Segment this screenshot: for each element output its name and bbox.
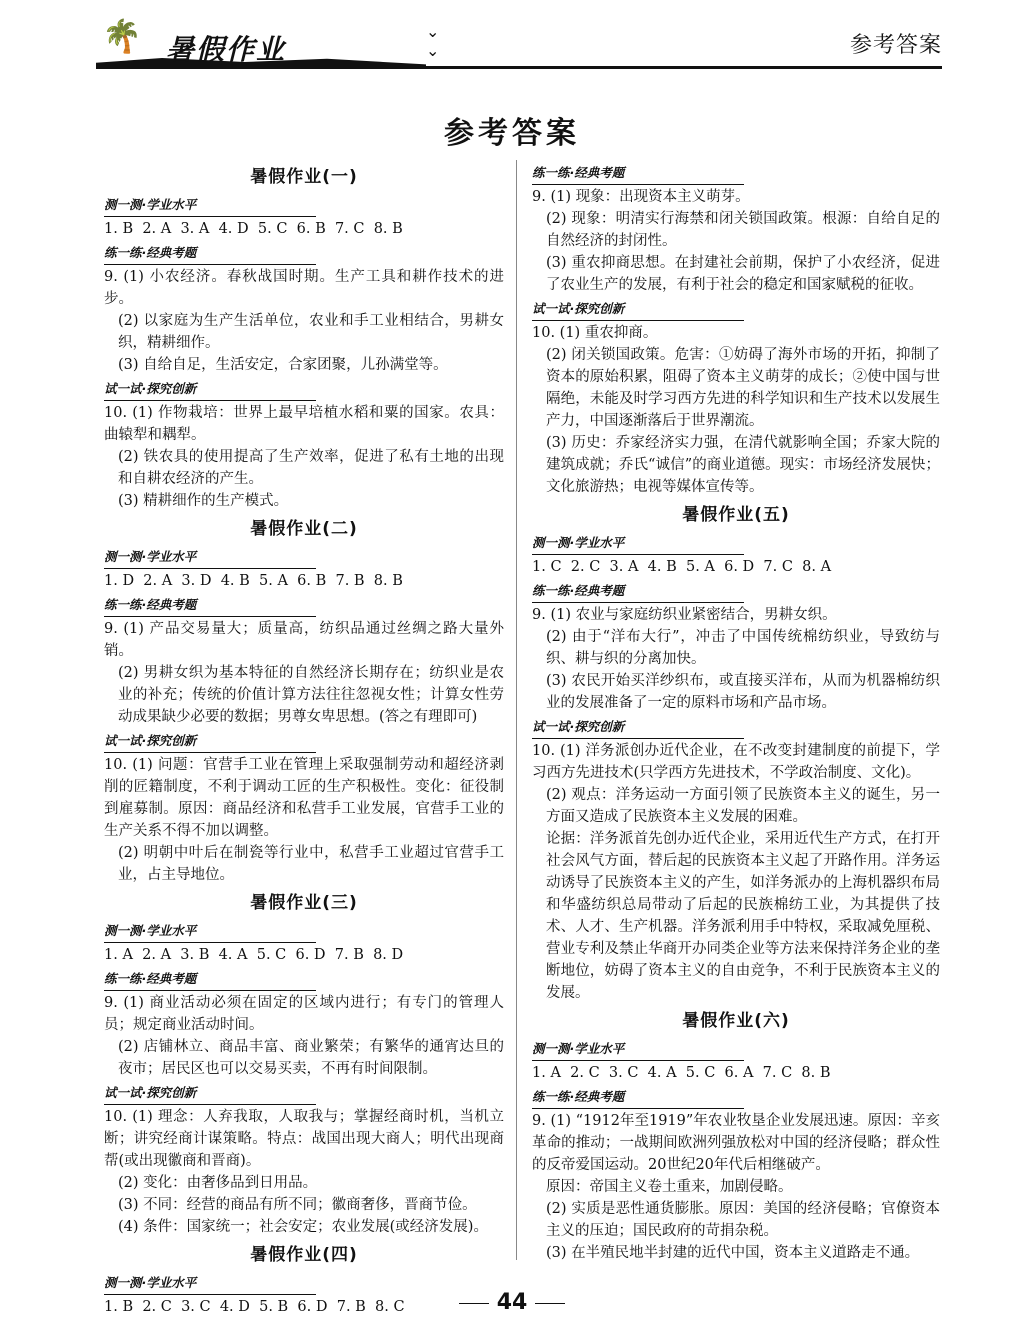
answer-line: (2) 变化：由奢侈品到日用品。	[118, 1175, 318, 1191]
page-header	[96, 14, 942, 70]
subsection-label: 试一试·探究创新	[532, 298, 744, 321]
page-number	[0, 1290, 1024, 1315]
answer-line: 10. (1) 重农抑商。	[532, 325, 658, 341]
birds-icon: ⌄ ⌄	[426, 22, 446, 60]
answer-line: (3) 精耕细作的生产模式。	[118, 493, 289, 509]
subsection-label: 测一测·学业水平	[104, 1272, 316, 1295]
answer-line: (2) 现象：明清实行海禁和闭关锁国政策。根源：自给自足的自然经济的封闭性。	[546, 211, 940, 249]
answer-line: (2) 明朝中叶后在制瓷等行业中，私营手工业超过官营手工业，占主导地位。	[118, 845, 504, 883]
subsection-label: 练一练·经典考题	[104, 594, 316, 617]
right-column	[532, 160, 940, 1264]
section-title: 暑假作业(一)	[250, 167, 358, 187]
answer-line: 9. (1) 商业活动必须在固定的区域内进行；有专门的管理人员；规定商业活动时间。	[104, 995, 504, 1033]
subsection-label: 试一试·探究创新	[104, 1082, 316, 1105]
answer-line: (3) 历史：乔家经济实力强，在清代就影响全国；乔家大院的建筑成就；乔氏“诚信”的商业道德。现实：市场经济发展快；文化旅游热；电视等媒体宣传等。	[546, 435, 940, 495]
section-title: 暑假作业(四)	[250, 1245, 358, 1265]
answer-line: 10. (1) 作物栽培：世界上最早培植水稻和粟的国家。农具：曲辕犁和耦犁。	[104, 405, 504, 443]
subsection-label: 试一试·探究创新	[104, 378, 316, 401]
answer-line: (2) 实质是恶性通货膨胀。原因：美国的经济侵略；官僚资本主义的压迫；国民政府的苛捐杂税。	[546, 1201, 940, 1239]
answer-line: 9. (1) “1912年至1919”年农业牧垦企业发展迅速。原因：辛亥革命的推动；一战期间欧洲列强放松对中国的经济侵略；群众性的反帝爱国运动。20世纪20年代后相继破产。	[532, 1113, 940, 1173]
column-divider	[516, 160, 517, 1260]
subsection-label: 测一测·学业水平	[104, 920, 316, 943]
logo-text: 暑假作业	[166, 33, 287, 66]
subsection-label: 练一练·经典考题	[532, 1086, 744, 1109]
subsection-label: 练一练·经典考题	[104, 242, 316, 265]
subsection-label: 测一测·学业水平	[532, 532, 744, 555]
answer-line: 1. A 2. C 3. C 4. A 5. C 6. A 7. C 8. B	[532, 1065, 831, 1081]
subsection-label: 练一练·经典考题	[104, 968, 316, 991]
answer-line: 1. C 2. C 3. A 4. B 5. A 6. D 7. C 8. A	[532, 559, 832, 575]
answer-line: 10. (1) 洋务派创办近代企业，在不改变封建制度的前提下，学习西方先进技术(只学西方先进技术，不学政治制度、文化)。	[532, 743, 940, 781]
answer-line: (2) 由于“洋布大行”，冲击了中国传统棉纺织业，导致纺与织、耕与织的分离加快。	[546, 629, 940, 667]
answer-line: 原因：帝国主义卷土重来，加剧侵略。	[546, 1179, 793, 1195]
answer-line: 1. B 2. A 3. A 4. D 5. C 6. B 7. C 8. B	[104, 221, 403, 237]
subsection-label: 测一测·学业水平	[532, 1038, 744, 1061]
answer-line: (3) 在半殖民地半封建的近代中国，资本主义道路走不通。	[546, 1245, 920, 1261]
section-title: 暑假作业(五)	[682, 505, 790, 525]
answer-line: (3) 农民开始买洋纱织布，或直接买洋布，从而为机器棉纺织业的发展准备了一定的原料市场和产品市场。	[546, 673, 940, 711]
answer-line: (2) 男耕女织为基本特征的自然经济长期存在；纺织业是农业的补充；传统的价值计算方法往往忽视女性；计算女性劳动成果缺少必要的数据；男尊女卑思想。(答之有理即可)	[118, 665, 504, 725]
subsection-label: 测一测·学业水平	[104, 546, 316, 569]
answer-line: 9. (1) 产品交易量大；质量高，纺织品通过丝绸之路大量外销。	[104, 621, 504, 659]
subsection-label: 测一测·学业水平	[104, 194, 316, 217]
section-title: 暑假作业(三)	[250, 893, 358, 913]
section-title: 暑假作业(六)	[682, 1011, 790, 1031]
section-title: 暑假作业(二)	[250, 519, 358, 539]
answer-line: 9. (1) 现象：出现资本主义萌芽。	[532, 189, 750, 205]
answer-line: (2) 闭关锁国政策。危害：①妨碍了海外市场的开拓，抑制了资本的原始积累，阻碍了资本主义萌芽的成长；②使中国与世隔绝，未能及时学习西方先进的科学知识和生产技术以发展生产力，中国逐渐落后于世界潮流。	[546, 347, 940, 429]
answer-line: 1. D 2. A 3. D 4. B 5. A 6. B 7. B 8. B	[104, 573, 403, 589]
header-section-label: 参考答案	[849, 33, 942, 58]
subsection-label: 试一试·探究创新	[532, 716, 744, 739]
palm-tree-icon: 🌴	[102, 17, 142, 55]
answer-line: (2) 店铺林立、商品丰富、商业繁荣；有繁华的通宵达旦的夜市；居民区也可以交易买卖，不再有时间限制。	[118, 1039, 504, 1077]
page-number-dash	[459, 1303, 489, 1304]
answer-line: 9. (1) 小农经济。春秋战国时期。生产工具和耕作技术的进步。	[104, 269, 504, 307]
subsection-label: 练一练·经典考题	[532, 580, 744, 603]
answer-line: (3) 自给自足，生活安定，合家团聚，儿孙满堂等。	[118, 357, 448, 373]
answer-line: 1. A 2. A 3. B 4. A 5. C 6. D 7. B 8. D	[104, 947, 404, 963]
answer-line: (4) 条件：国家统一；社会安定；农业发展(或经济发展)。	[118, 1219, 488, 1235]
page-number-value: 44	[496, 1290, 528, 1315]
answer-line: (2) 铁农具的使用提高了生产效率，促进了私有土地的出现和自耕农经济的产生。	[118, 449, 504, 487]
page-title: 参考答案	[444, 116, 580, 151]
answer-line: 9. (1) 农业与家庭纺织业紧密结合，男耕女织。	[532, 607, 837, 623]
answer-line: (3) 不同：经营的商品有所不同；徽商奢侈，晋商节俭。	[118, 1197, 477, 1213]
answer-line: 1. B 2. C 3. C 4. D 5. B 6. D 7. B 8. C	[104, 1299, 405, 1315]
series-logo	[96, 17, 446, 66]
answer-line: (3) 重农抑商思想。在封建社会前期，保护了小农经济，促进了农业生产的发展，有利于社会的稳定和国家赋税的征收。	[546, 255, 940, 293]
header-rule	[96, 66, 942, 69]
answer-line: 10. (1) 理念：人弃我取，人取我与；掌握经商时机，当机立断；讲究经商计谋策略。特点：战国出现大商人；明代出现商帮(或出现徽商和晋商)。	[104, 1109, 504, 1169]
answer-line: 10. (1) 问题：官营手工业在管理上采取强制劳动和超经济剥削的匠籍制度，不利于调动工匠的生产积极性。变化：征役制到雇募制。原因：商品经济和私营手工业发展，官营手工业的生产关系不得不加以调整。	[104, 757, 504, 839]
page-number-dash	[535, 1303, 565, 1304]
answer-line: 论据：洋务派首先创办近代企业，采用近代生产方式，在打开社会风气方面，替后起的民族资本主义起了开路作用。洋务运动诱导了民族资本主义的产生，如洋务派办的上海机器织布局和华盛纺织总局带动了后起的民族棉纺工业，为其提供了技术、人才、生产机器。洋务派利用手中特权，采取减免厘税、营业专利及禁止华商开办同类企业等方法来保持洋务企业的垄断地位，妨碍了资本主义的自由竞争，不利于民族资本主义的发展。	[546, 831, 940, 1001]
left-column	[104, 160, 504, 1318]
answer-line: (2) 观点：洋务运动一方面引领了民族资本主义的诞生，另一方面又造成了民族资本主义发展的困难。	[546, 787, 940, 825]
subsection-label: 练一练·经典考题	[532, 162, 744, 185]
subsection-label: 试一试·探究创新	[104, 730, 316, 753]
answer-line: (2) 以家庭为生产生活单位，农业和手工业相结合，男耕女织，精耕细作。	[118, 313, 504, 351]
